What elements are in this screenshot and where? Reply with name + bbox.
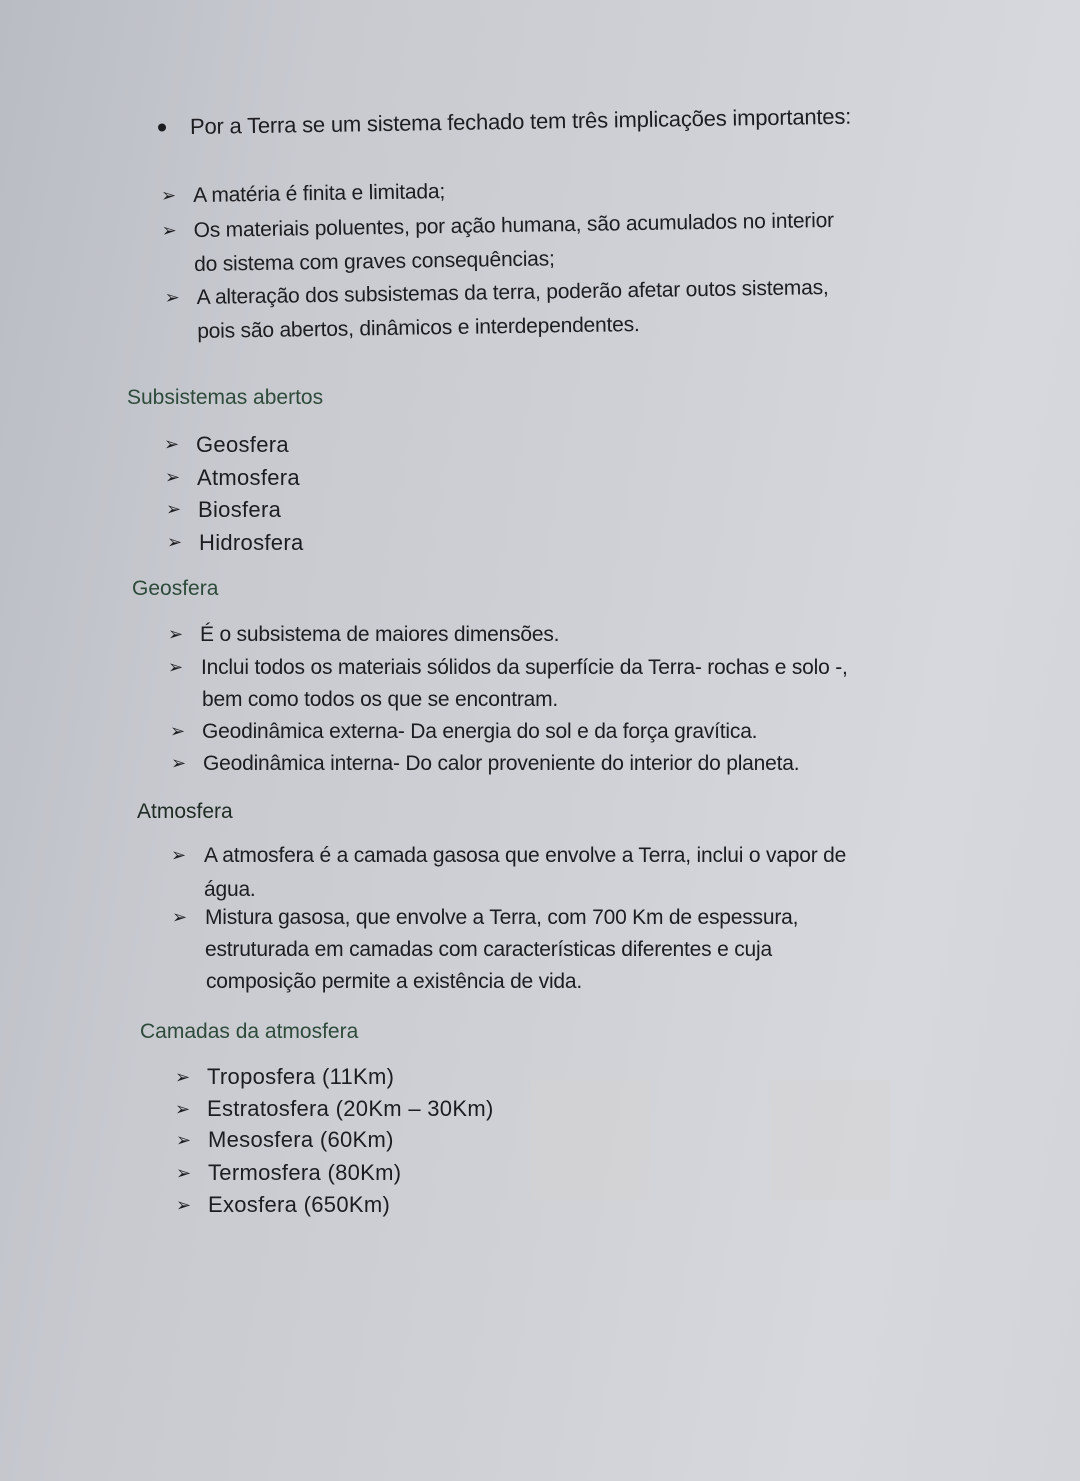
section-heading-atmosfera: Atmosfera [137,800,233,823]
arrow-bullet-icon: ➢ [171,845,187,865]
atmosfera-item-1-line-1: A atmosfera é a camada gasosa que envolve a Terra, inclui o vapor de [204,844,847,867]
arrow-bullet-icon: ➢ [176,1163,192,1183]
subsystem-item: Hidrosfera [199,530,304,555]
geosfera-item-3: Geodinâmica externa- Da energia do sol e da força gravítica. [202,720,758,743]
geosfera-item-1: É o subsistema de maiores dimensões. [200,623,560,646]
subsystem-item: Atmosfera [197,465,300,490]
subsystem-item: Geosfera [196,432,289,457]
intro-item-2-line-2: do sistema com graves consequências; [193,247,555,276]
arrow-bullet-icon: ➢ [175,1099,191,1119]
atmosphere-layer-item: Estratosfera (20Km – 30Km) [207,1096,494,1121]
arrow-bullet-icon: ➢ [172,907,188,927]
arrow-bullet-icon: ➢ [165,467,181,487]
arrow-bullet-icon: ➢ [171,753,187,773]
section-heading-subsistemas: Subsistemas abertos [127,386,324,409]
intro-item-2-line-1: Os materiais poluentes, por ação humana, são acumulados no interior [193,208,835,242]
section-heading-camadas: Camadas da atmosfera [140,1020,359,1043]
arrow-bullet-icon: ➢ [166,499,182,519]
intro-bullet-text: Por a Terra se um sistema fechado tem três implicações importantes: [189,103,852,140]
atmosphere-layer-item: Troposfera (11Km) [207,1064,395,1089]
arrow-bullet-icon: ➢ [176,1130,192,1150]
geosfera-item-4: Geodinâmica interna- Do calor proveniente do interior do planeta. [203,752,800,775]
intro-item-3-line-1: A alteração dos subsistemas da terra, poderão afetar outos sistemas, [196,276,829,309]
arrow-bullet-icon: ➢ [168,657,184,677]
atmosfera-item-1-line-2: água. [204,878,256,901]
bleed-through-figure-left [530,1080,650,1200]
bleed-through-figure-right [770,1080,890,1200]
atmosphere-layer-item: Termosfera (80Km) [208,1160,402,1185]
intro-item-1: A matéria é finita e limitada; [192,180,446,207]
arrow-bullet-icon: ➢ [170,721,186,741]
atmosphere-layer-item: Mesosfera (60Km) [208,1127,394,1152]
arrow-bullet-icon: ➢ [176,1195,192,1215]
arrow-bullet-icon: ➢ [168,624,184,644]
arrow-bullet-icon: ➢ [167,532,183,552]
arrow-bullet-icon: ➢ [161,220,177,241]
intro-item-3-line-2: pois são abertos, dinâmicos e interdependentes. [197,312,640,343]
atmosfera-item-2-line-1: Mistura gasosa, que envolve a Terra, com 700 Km de espessura, [205,906,799,929]
section-heading-geosfera: Geosfera [132,577,219,600]
atmosphere-layer-item: Exosfera (650Km) [208,1192,391,1217]
arrow-bullet-icon: ➢ [175,1067,191,1087]
subsystem-item: Biosfera [198,497,282,522]
geosfera-item-2-line-1: Inclui todos os materiais sólidos da superfície da Terra- rochas e solo -, [201,656,848,679]
arrow-bullet-icon: ➢ [164,287,180,308]
geosfera-item-2-line-2: bem como todos os que se encontram. [202,688,559,711]
atmosfera-item-2-line-3: composição permite a existência de vida. [206,970,583,993]
round-bullet-icon [158,123,166,131]
atmosfera-item-2-line-2: estruturada em camadas com características diferentes e cuja [205,938,772,961]
arrow-bullet-icon: ➢ [164,434,180,454]
arrow-bullet-icon: ➢ [160,185,177,206]
